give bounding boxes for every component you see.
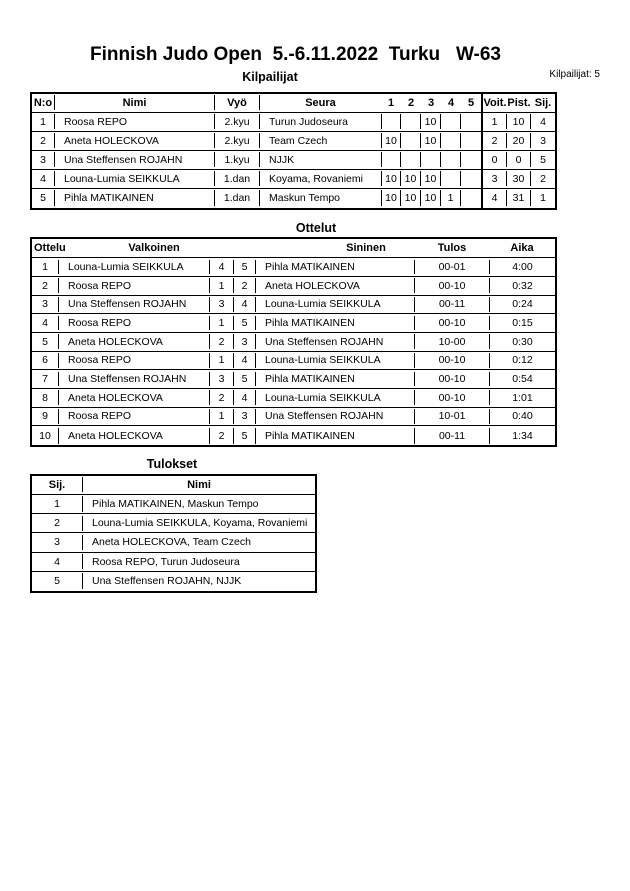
final-result-row: [32, 514, 315, 533]
points: 30: [507, 171, 531, 186]
col-header-vyo: Vyö: [215, 95, 260, 110]
points: 0: [507, 152, 531, 167]
blue-player: Louna-Lumia SEIKKULA: [256, 390, 415, 405]
results-section-title: Tulokset: [146, 457, 198, 471]
competitor-club: NJJK: [269, 153, 295, 166]
col-header-round-2: 2: [407, 96, 415, 109]
competitor-name: Aneta HOLECKOVA: [55, 133, 215, 148]
blue-number: 4: [234, 297, 256, 312]
competitor-club: Team Czech: [269, 134, 328, 147]
matches-header-row: [32, 239, 555, 258]
round-score-1: 10: [381, 171, 401, 186]
competitor-row: [32, 151, 555, 170]
white-number: 1: [210, 278, 234, 293]
match-time: 0:12: [512, 354, 533, 367]
competitor-row: [32, 132, 555, 151]
match-time: 0:40: [512, 410, 533, 423]
competitor-row: [32, 189, 555, 208]
placement: 2: [540, 172, 546, 185]
white-player: Roosa REPO: [59, 409, 210, 424]
match-result: 00-10: [415, 316, 490, 331]
col-header-round-5: 5: [467, 96, 475, 109]
wins: 3: [483, 171, 507, 186]
round-score-4: [441, 133, 461, 148]
competitor-belt: 1.dan: [215, 190, 260, 206]
match-result: 00-11: [415, 297, 490, 312]
match-number: 10: [32, 428, 59, 444]
place: 1: [32, 496, 83, 511]
place: 4: [32, 554, 83, 569]
place-name-club: Pihla MATIKAINEN, Maskun Tempo: [92, 498, 259, 511]
round-score-4: [441, 114, 461, 129]
round-score-4: [441, 152, 461, 167]
match-number: 9: [32, 409, 59, 424]
blue-player: Louna-Lumia SEIKKULA: [256, 353, 415, 368]
white-player: Roosa REPO: [59, 353, 210, 368]
competitors-header-row: [32, 94, 555, 113]
match-row: [32, 408, 555, 427]
matches-section-title: Ottelut: [295, 220, 337, 235]
col-header-tulos: Tulos: [437, 242, 467, 255]
white-player: Roosa REPO: [59, 278, 210, 293]
blue-number: 3: [234, 334, 256, 349]
competitor-club: Maskun Tempo: [269, 192, 341, 205]
placement: 1: [540, 192, 546, 205]
match-number: 1: [32, 260, 59, 275]
final-result-row: [32, 495, 315, 514]
round-score-5: [461, 133, 481, 148]
col-header-round-3: 3: [427, 96, 435, 109]
round-score-3: 10: [421, 114, 441, 129]
round-score-1: 10: [381, 190, 401, 206]
match-result: 00-11: [415, 428, 490, 444]
match-time: 0:30: [512, 335, 533, 348]
round-score-2: 10: [401, 190, 421, 206]
blue-player: Pihla MATIKAINEN: [256, 260, 415, 275]
white-number: 1: [210, 316, 234, 331]
page-title: Finnish Judo Open 5.-6.11.2022 Turku W-63: [89, 44, 502, 65]
wins: 4: [483, 190, 507, 206]
blue-number: 2: [234, 278, 256, 293]
blue-number: 5: [234, 316, 256, 331]
white-player: Aneta HOLECKOVA: [59, 334, 210, 349]
competitor-number: 4: [32, 171, 55, 186]
competitor-number: 2: [32, 133, 55, 148]
blue-player: Aneta HOLECKOVA: [256, 278, 415, 293]
blue-number: 5: [234, 372, 256, 387]
round-score-5: [461, 190, 481, 206]
col-header-round-4: 4: [447, 96, 455, 109]
final-results-table: [30, 474, 317, 593]
match-result: 00-10: [415, 372, 490, 387]
col-header-sij: Sij.: [534, 96, 552, 109]
match-row: [32, 277, 555, 296]
competitors-section-title: Kilpailijat: [242, 69, 298, 84]
results-group: [481, 189, 555, 208]
competitor-belt: 2.kyu: [215, 133, 260, 148]
match-row: [32, 258, 555, 277]
blue-number: 3: [234, 409, 256, 424]
match-number: 3: [32, 297, 59, 312]
competitor-number: 1: [32, 114, 55, 129]
round-score-4: 1: [441, 190, 461, 206]
white-player: Louna-Lumia SEIKKULA: [59, 260, 210, 275]
match-result: 00-01: [415, 260, 490, 275]
match-number: 7: [32, 372, 59, 387]
blue-player: Pihla MATIKAINEN: [256, 372, 415, 387]
place-name-club: Aneta HOLECKOVA, Team Czech: [92, 536, 251, 549]
match-time: 1:01: [512, 391, 533, 404]
round-score-3: 10: [421, 171, 441, 186]
competitor-belt: 1.dan: [215, 171, 260, 186]
match-result: 00-10: [415, 353, 490, 368]
white-player: Una Steffensen ROJAHN: [59, 372, 210, 387]
col-header-nimi: Nimi: [55, 95, 215, 110]
competitor-row: [32, 170, 555, 189]
competitor-club: Koyama, Rovaniemi: [269, 172, 363, 185]
col-header-sininen: Sininen: [346, 242, 386, 255]
match-time: 4:00: [512, 260, 533, 273]
white-number: 1: [210, 409, 234, 424]
match-result: 10-00: [415, 334, 490, 349]
round-score-3: [421, 152, 441, 167]
competitors-table: [30, 92, 557, 210]
white-player: Una Steffensen ROJAHN: [59, 297, 210, 312]
match-time: 0:54: [512, 373, 533, 386]
match-result: 00-10: [415, 278, 490, 293]
match-time: 1:34: [512, 429, 533, 442]
competitor-name: Pihla MATIKAINEN: [55, 190, 215, 206]
final-result-row: [32, 533, 315, 552]
round-score-1: [381, 114, 401, 129]
white-number: 2: [210, 428, 234, 444]
white-number: 3: [210, 297, 234, 312]
results-group: [481, 113, 555, 131]
match-number: 8: [32, 390, 59, 405]
points: 10: [507, 114, 531, 129]
match-number: 6: [32, 353, 59, 368]
wins: 1: [483, 114, 507, 129]
competitor-club: Turun Judoseura: [269, 115, 348, 128]
blue-number: 4: [234, 353, 256, 368]
competitor-number: 5: [32, 190, 55, 206]
white-player: Aneta HOLECKOVA: [59, 428, 210, 444]
round-score-2: [401, 152, 421, 167]
blue-player: Una Steffensen ROJAHN: [256, 409, 415, 424]
place-name-club: Una Steffensen ROJAHN, NJJK: [92, 575, 242, 588]
competitors-count: Kilpailijat: 5: [549, 69, 600, 80]
competitor-name: Roosa REPO: [55, 114, 215, 129]
match-time: 0:15: [512, 317, 533, 330]
placement: 3: [540, 134, 546, 147]
col-header-valkoinen: Valkoinen: [128, 242, 180, 255]
place: 5: [32, 573, 83, 589]
round-score-3: 10: [421, 190, 441, 206]
blue-number: 5: [234, 260, 256, 275]
blue-player: Louna-Lumia SEIKKULA: [256, 297, 415, 312]
placement: 5: [540, 153, 546, 166]
col-header-seura-rounds: [260, 94, 481, 112]
round-score-2: [401, 133, 421, 148]
match-time: 0:32: [512, 279, 533, 292]
white-number: 3: [210, 372, 234, 387]
col-header-aika: Aika: [510, 242, 534, 255]
points: 20: [507, 133, 531, 148]
final-result-row: [32, 572, 315, 591]
place-name-club: Louna-Lumia SEIKKULA, Koyama, Rovaniemi: [92, 517, 308, 530]
white-player: Roosa REPO: [59, 316, 210, 331]
match-result: 00-10: [415, 390, 490, 405]
white-player: Aneta HOLECKOVA: [59, 390, 210, 405]
round-score-3: 10: [421, 133, 441, 148]
results-group: [481, 132, 555, 150]
match-number: 5: [32, 334, 59, 349]
round-score-2: 10: [401, 171, 421, 186]
white-number: 4: [210, 260, 234, 275]
final-results-header-row: [32, 476, 315, 495]
round-score-2: [401, 114, 421, 129]
points: 31: [507, 190, 531, 206]
placement: 4: [540, 115, 546, 128]
competitor-name: Una Steffensen ROJAHN: [55, 152, 215, 167]
place: 2: [32, 516, 83, 531]
col-header-seura: Seura: [305, 96, 336, 109]
round-score-1: [381, 152, 401, 167]
round-score-4: [441, 171, 461, 186]
competitor-belt: 2.kyu: [215, 114, 260, 129]
match-row: [32, 370, 555, 389]
col-header-nimi: Nimi: [187, 478, 211, 491]
competitor-belt: 1.kyu: [215, 152, 260, 167]
col-header-ottelu: Ottelu: [34, 242, 66, 255]
round-score-5: [461, 152, 481, 167]
match-result: 10-01: [415, 409, 490, 424]
round-score-5: [461, 171, 481, 186]
col-header-pist: Pist.: [507, 96, 531, 109]
competitor-name: Louna-Lumia SEIKKULA: [55, 171, 215, 186]
match-row: [32, 296, 555, 315]
competitor-row: [32, 113, 555, 132]
competitor-number: 3: [32, 152, 55, 167]
col-header-no: N:o: [32, 95, 55, 110]
match-time: 0:24: [512, 298, 533, 311]
match-row: [32, 426, 555, 445]
blue-player: Pihla MATIKAINEN: [256, 428, 415, 444]
blue-player: Una Steffensen ROJAHN: [256, 334, 415, 349]
blue-number: 4: [234, 390, 256, 405]
wins: 2: [483, 133, 507, 148]
round-score-1: 10: [381, 133, 401, 148]
match-row: [32, 314, 555, 333]
round-score-5: [461, 114, 481, 129]
white-number: 2: [210, 390, 234, 405]
wins: 0: [483, 152, 507, 167]
blue-player: Pihla MATIKAINEN: [256, 316, 415, 331]
match-number: 4: [32, 316, 59, 331]
white-number: 1: [210, 353, 234, 368]
col-header-results-group: [481, 94, 555, 112]
final-result-row: [32, 553, 315, 572]
col-header-voit: Voit.: [483, 96, 507, 109]
place-name-club: Roosa REPO, Turun Judoseura: [92, 555, 240, 568]
blue-number: 5: [234, 428, 256, 444]
match-row: [32, 352, 555, 371]
match-row: [32, 389, 555, 408]
col-header-round-1: 1: [387, 96, 395, 109]
results-group: [481, 151, 555, 169]
matches-table: [30, 237, 557, 447]
results-group: [481, 170, 555, 188]
place: 3: [32, 535, 83, 550]
col-header-sij: Sij.: [32, 477, 83, 492]
match-row: [32, 333, 555, 352]
white-number: 2: [210, 334, 234, 349]
match-number: 2: [32, 278, 59, 293]
